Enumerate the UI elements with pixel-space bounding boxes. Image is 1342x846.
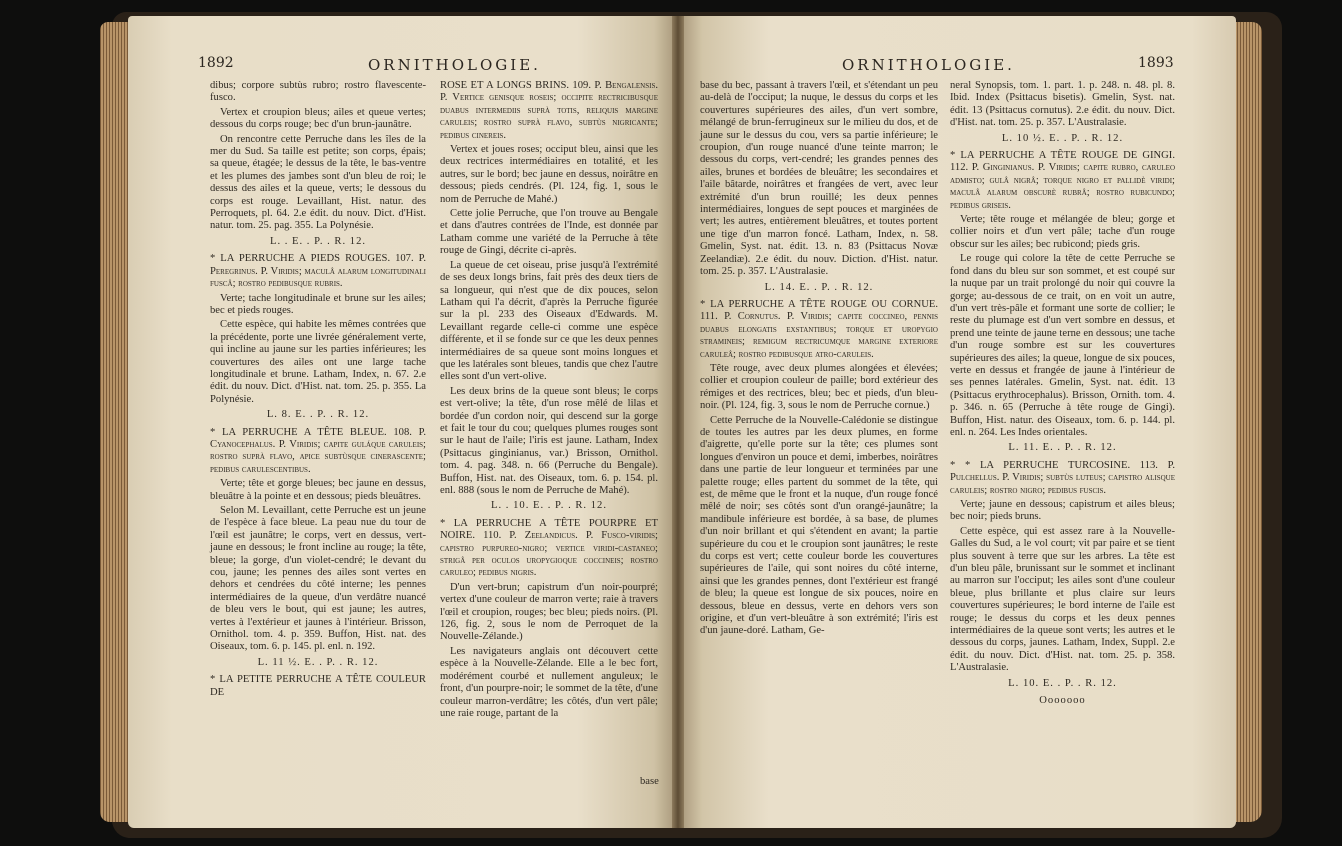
measurement-line: L. 11. E. . P. . R. 12. bbox=[1008, 442, 1117, 454]
right-page-column-1 bbox=[700, 80, 938, 640]
measurement-line: L. 10 ½. E. . P. . R. 12. bbox=[1001, 132, 1124, 144]
entry-heading: * LA PERRUCHE A PIEDS ROUGES. 107. P. Peregrinus. P. Viridis; maculâ alarum longitudinali fuscâ; rostro pedibusque rubris. bbox=[210, 253, 426, 290]
entry-heading: * LA PERRUCHE A TÊTE BLEUE. 108. P. Cyanocephalus. P. Viridis; capite guláque caruleis; rostro suprà flavo, apice subtùsque cinerascente; pedibus carulescentibus. bbox=[210, 426, 426, 475]
paragraph: Vertex et joues roses; occiput bleu, ainsi que les deux rectrices intermédiaires en totalité, et les autres, sur le bord; bec jaune en dessus, noirâtre en dessous; pieds cendrés. (Pl. 124, fig. 1, sous le nom de Perruche de Mahé.) bbox=[440, 144, 658, 205]
paragraph-continued: neral Synopsis, tom. 1. part. 1. p. 248. n. 48. pl. 8. Ibid. Index (Psittacus bisetis). Gmelin, Syst. nat. édit. 13 (Psittacus cornutus). 2.e édit. du nouv. Dict. d'Hist. nat. tom. 25. p. 357. L'Australasie. bbox=[950, 80, 1175, 129]
paragraph: Cette espèce, qui habite les mêmes contrées que la précédente, porte une livrée généralement verte, qui incline au jaune sur les parties inférieures; les couvertures des ailes ont une large tache longitudinale et brune. Latham, Index, n. 67. 2.e édit. du nouv. Dict. d'Hist. nat. tom. 25. p. 355. La Polynésie. bbox=[210, 319, 426, 405]
measurement-line: L. . E. . P. . R. 12. bbox=[269, 235, 367, 247]
left-page-column-2 bbox=[440, 80, 658, 722]
paragraph: Verte; tête et gorge bleues; bec jaune en dessus, bleuâtre à la pointe et en dessous; pieds bleuâtres. bbox=[210, 478, 426, 502]
paragraph-continued: base du bec, passant à travers l'œil, et s'étendant un peu au-delà de l'occiput; la nuque, le dessus du corps et les couvertures supérieures des ailes, d'un vert sombre, mélangé de brun-ferrugineux sur le milieu du dos, et de jaune sur le dessus du cou, vers sa partie inférieure; le croupion, d'un rouge nuancé d'une teinte marron; le dessous du corps, vert-cendré; les grandes pennes des ailes, brunes et bordées de bleuâtre; les secondaires et l'aile bâtarde, noirâtres et frangées de vert, avec leur extrémité d'un brun rouillé; les deux pennes intermédiaires, longues de sept pouces et marginées de vert; les autres, entièrement bleuâtres, et toutes portent une tige d'un marron foncé. Latham, Index, n. 58. Gmelin, Syst. nat. édit. 13. n. 83 (Psittacus Novæ Zeelandiæ). 2.e édit. du nouv. Diction. d'Hist. natur. tom. 25. p. 357. L'Australasie. bbox=[700, 80, 938, 278]
measurement-line: L. 8. E. . P. . R. 12. bbox=[266, 409, 370, 421]
catchword: base bbox=[640, 776, 659, 787]
paragraph: Tête rouge, avec deux plumes alongées et élevées; collier et croupion couleur de paille; bord extérieur des rémiges et des rectrices, bleu; bec et pieds, d'un bleu-noir. (Pl. 124, fig. 3, sous le nom de Perruche cornue.) bbox=[700, 362, 938, 412]
right-page-column-2 bbox=[950, 80, 1175, 713]
paragraph: Verte; tête rouge et mélangée de bleu; gorge et collier noirs et d'un vert pâle; tache d'un rouge obscur sur les ailes; bec rubicond; pieds gris. bbox=[950, 214, 1175, 250]
paragraph: Vertex et croupion bleus; ailes et queue vertes; dessous du corps rouge; bec d'un brun-jaunâtre. bbox=[210, 106, 426, 131]
paragraph: Cette Perruche de la Nouvelle-Calédonie se distingue de toutes les autres par les deux plumes, en forme d'aigrette, qu'elle porte sur la tête; ces plumes sont longues d'environ un pouce et demi, imberbes, noirâtres dans une partie de leur longueur et terminées par une palette rouge; elles partent du sommet de la tête, qui est, de même que le front et la nuque, d'un rouge foncé mêlé de noir; ses côtés sont d'un orangé-jaunâtre; la mandibule inférieure est bordée, à sa base, de plumes d'un noir brillant et qui s'étendent en avant; la partie supérieure du cou et le croupion sont jaunâtres; le reste du corps est vert; cette couleur borde les couvertures supérieures de l'aile, qui sont noires du côté interne, ainsi que les grandes pennes, dont l'extérieur est frangé de bleu; la queue est longue de six pouces, noire en dessous, bleue en dessus, verte en dehors vers son origine, et d'un vert-bleuâtre à son extrémité; l'iris est d'un jaune-doré. Latham, Ge- bbox=[700, 414, 938, 637]
measurement-line: L. 11 ½. E. . P. . R. 12. bbox=[257, 656, 379, 668]
paragraph: Verte; tache longitudinale et brune sur les ailes; bec et pieds rouges. bbox=[210, 292, 426, 316]
left-running-head: ORNITHOLOGIE. bbox=[368, 56, 541, 74]
entry-heading: * LA PERRUCHE A TÊTE ROUGE DE GINGI. 112. P. Ginginianus. P. Viridis; capite rubro, caruleo admisto; gulâ nigrâ; torque nigro et pallidè viridi; maculâ alarum obscurè rubrâ; rostro rubicundo; pedibus griseis. bbox=[950, 150, 1175, 211]
right-page-number: 1893 bbox=[1138, 55, 1174, 71]
paragraph: Verte; jaune en dessous; capistrum et ailes bleus; bec noir; pieds bruns. bbox=[950, 499, 1175, 523]
paragraph: La queue de cet oiseau, prise jusqu'à l'extrémité de ses deux longs brins, fait près des deux tiers de sa longueur, qui n'est que de dix pouces, selon Latham qui l'a décrit, d'après la Perruche figurée sur la pl. 233 des Oiseaux d'Edwards. M. Levaillant regarde celle-ci comme une espèce différente, et il se fonde sur ce que les deux pennes intermédiaires de sa queue sont moins longues et que les latérales sont bleues, tandis que chez l'autre elles sont d'un vert-olive. bbox=[440, 259, 658, 383]
left-page-column-1 bbox=[210, 80, 426, 701]
paragraph: Les navigateurs anglais ont découvert cette espèce à la Nouvelle-Zélande. Elle a le bec fort, modérément courbé et nullement anguleux; le front, d'un pourpre-noir; le sommet de la tête, d'une couleur marron-verdâtre; les côtés, d'un vert pâle; une raie rouge, partant de la bbox=[440, 645, 658, 719]
right-page-edges bbox=[1232, 22, 1262, 822]
paragraph-continued: dibus; corpore subtùs rubro; rostro flavescente-fusco. bbox=[210, 80, 426, 104]
measurement-line: L. 14. E. . P. . R. 12. bbox=[764, 281, 874, 293]
entry-heading: * LA PERRUCHE A TÊTE POURPRE ET NOIRE. 110. P. Zeelandicus. P. Fusco-viridis; capistro purpureo-nigro; vertice viridi-castaneo; strigâ per oculos uropygioque coccineis; rostro caruleo; pedibus nigris. bbox=[440, 517, 658, 579]
paragraph: Les deux brins de la queue sont bleus; le corps est vert-olive; la tête, d'un rose mêlé de lilas et bordée d'un cordon noir, qui descend sur la gorge et fait le tour du cou; quelques plumes rouges sont sur le haut de l'aile; l'iris est jaune. Latham, Index (Psittacus ginginianus, var.) Brisson, Ornithol. tom. 4. pag. 348. n. 66 (Perruche du Bengale). Buffon, Hist. nat. des Oiseaux, tom. 6. p. 154. pl. enl. 888 (sous le nom de Perruche de Mahé). bbox=[440, 385, 658, 496]
measurement-line: Ooooooo bbox=[1039, 695, 1086, 707]
paragraph: Le rouge qui colore la tête de cette Perruche se fond dans du bleu sur son sommet, et est coupé sur la nuque par un trait prolongé du noir qui couvre la gorge; au-dessous de ce trait, on en voit un autre, d'un vert très-pâle et formant une sorte de collier; le reste du plumage est d'un vert sombre en dessus, et prend une teinte de jaune terne en dessous; une tache d'un rouge sombre est sur les couvertures supérieures des ailes; la queue, longue de six pouces, verte en dessus et frangée de jaune à l'intérieur de ses pennes latérales. Gmelin, Syst. nat. édit. 13 (Psittacus erythrocephalus). Brisson, Ornith. tom. 4. p. 346. n. 65 (Perruche à tête rouge de Gingi). Buffon, Hist. natur. des Oiseaux, tom. 6. p. 144. pl. enl. n. 264. Les Indes orientales. bbox=[950, 253, 1175, 438]
paragraph: On rencontre cette Perruche dans les îles de la mer du Sud. Sa taille est petite; son corps, épais; sa queue, étagée; le dessus de la tête, le bas-ventre et les plumes des jambes sont d'un bleu de roi; le dessus des ailes et la queue, verts; le dessous du corps est rouge. Levaillant, Hist. natur. des Perroquets, pl. 64. 2.e édit. du nouv. Dict. d'Hist. natur. tom. 25. pag. 355. La Polynésie. bbox=[210, 133, 426, 232]
paragraph: Selon M. Levaillant, cette Perruche est un jeune de l'espèce à face bleue. La peau nue du tour de l'œil est jaunâtre; le corps, vert en dessus, vert-jaune en dessous; le front incline au rouge; la tête, bleue; la gorge, d'un violet-cendré; le devant du cou, jaune; les pennes des ailes sont vertes en dehors et cendrées du côté interne; les pennes intermédiaires de la queue, d'un verdâtre nuancé de bleu vers le bout, qui est jaune; les autres, vertes à l'extérieur et jaunes à l'intérieur. Brisson, Ornithol. tom. 4. p. 359. Buffon, Hist. nat. des Oiseaux, tom. 6. p. 145. pl. enl. n. 192. bbox=[210, 505, 426, 653]
entry-heading: ROSE ET A LONGS BRINS. 109. P. Bengalensis. P. Vertice genisque roseis; occipite rectricibusque duabus intermediis suprà totis, reliquis margine caruleis; rostro suprà flavo, subtùs nigricante; pedibus cinereis. bbox=[440, 80, 658, 141]
left-page-number: 1892 bbox=[198, 55, 234, 71]
right-running-head: ORNITHOLOGIE. bbox=[842, 56, 1015, 74]
entry-heading: * * LA PERRUCHE TURCOSINE. 113. P. Pulchellus. P. Viridis; subtùs luteus; capistro alisque caruleis; rostro nigro; pedibus fuscis. bbox=[950, 459, 1175, 496]
book-gutter bbox=[672, 16, 684, 828]
entry-heading: * LA PERRUCHE A TÊTE ROUGE OU CORNUE. 111. P. Cornutus. P. Viridis; capite coccineo, pennis duabus elongatis exstantibus; torque et uropygio stramineis; remigum rectricumque margine exteriore caruleâ; rostro pedibusque atro-caruleis. bbox=[700, 298, 938, 360]
measurement-line: L. . 10. E. . P. . R. 12. bbox=[491, 500, 607, 512]
paragraph: Cette espèce, qui est assez rare à la Nouvelle-Galles du Sud, a le vol court; vit par paire et se tient plus souvent à terre que sur les arbres. La tête est d'un bleu pâle, brunissant sur le sommet et inclinant au marron sur l'occiput; les ailes sont d'une couleur bleue, plus brillante et plus claire sur leurs couvertures supérieures; le bord interne de l'aile est rouge; le dessus du corps et les deux pennes intermédiaires de la queue sont verts; les autres et le dessous du corps, jaunes. Latham, Index, Suppl. 2.e édit. du nouv. Dict. d'Hist. nat. tom. 25. p. 358. L'Australasie. bbox=[950, 525, 1175, 674]
paragraph: Cette jolie Perruche, que l'on trouve au Bengale et dans d'autres contrées de l'Inde, est donnée par Latham comme une variété de la Perruche à tête rouge de Gingi, décrite ci-après. bbox=[440, 208, 658, 257]
paragraph: D'un vert-brun; capistrum d'un noir-pourpré; vertex d'une couleur de marron verte; raie à travers l'œil et croupion, rouges; bec bleu; pieds noirs. (Pl. 126, fig. 2, sous le nom de Perroquet de la Nouvelle-Zélande.) bbox=[440, 581, 658, 643]
measurement-line: L. 10. E. . P. . R. 12. bbox=[1008, 677, 1117, 689]
entry-heading: * LA PETITE PERRUCHE A TÊTE COULEUR DE bbox=[210, 674, 426, 698]
